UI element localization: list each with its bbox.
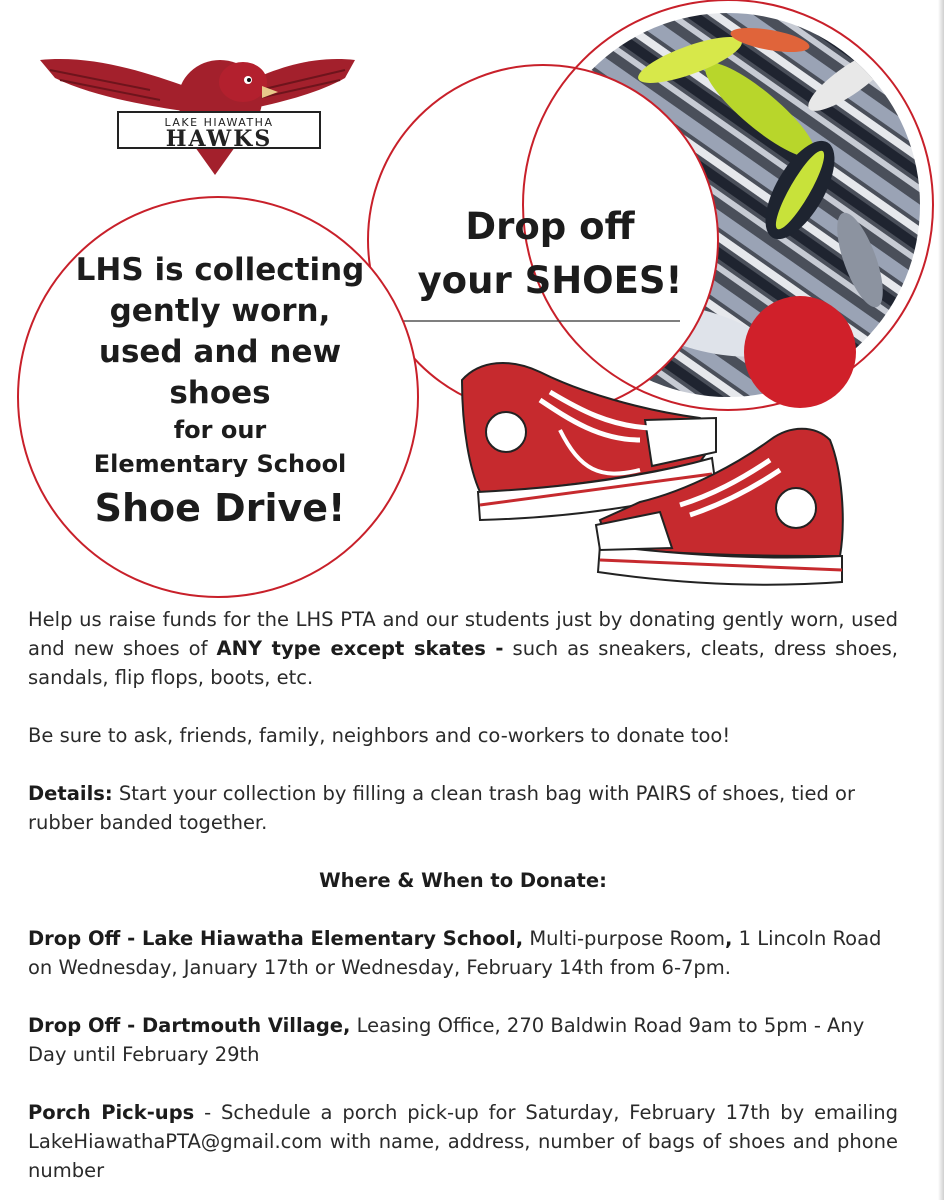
- drop-off-2-paragraph: [28, 1011, 898, 1069]
- porch-pickup-paragraph: [28, 1098, 898, 1185]
- porch-pickup-text: - Schedule a porch pick-up for Saturday, February 17th by emailing LakeHiawathaPTA@gmail.com with name, address, number of bags of shoes and phone number: [28, 1101, 898, 1182]
- drop-off-2-text: Leasing Office, 270 Baldwin Road 9am to 5pm - Any Day until February 29th: [28, 1014, 865, 1066]
- drop-off-1-comma: ,: [725, 927, 733, 950]
- intro-emphasis: ANY type except skates -: [216, 637, 504, 660]
- drop-off-line-1: Drop off: [465, 205, 635, 248]
- where-when-heading: Where & When to Donate:: [319, 869, 607, 892]
- lhs-line-5: for our: [173, 416, 267, 444]
- drop-off-line-2: your SHOES!: [417, 259, 683, 302]
- lhs-line-3: used and new: [98, 334, 342, 370]
- details-paragraph: [28, 779, 898, 837]
- drop-off-heading: [400, 200, 700, 308]
- details-text: Start your collection by filling a clean trash bag with PAIRS of shoes, tied or rubber banded together.: [28, 782, 855, 834]
- lhs-line-1: LHS is collecting: [75, 252, 365, 288]
- page-edge-shadow: [938, 0, 944, 1200]
- hawks-logo: [40, 59, 355, 175]
- details-label: Details:: [28, 782, 113, 805]
- drop-off-2-label: Drop Off - Dartmouth Village,: [28, 1014, 351, 1037]
- intro-paragraph: [28, 605, 898, 692]
- lhs-line-2: gently worn,: [109, 293, 331, 329]
- intro-text-a: Help us raise funds for the LHS PTA and our students just by donating gently worn, used and new shoes of: [28, 608, 898, 660]
- lhs-line-6: Elementary School: [93, 450, 347, 478]
- drop-off-1-paragraph: [28, 924, 898, 982]
- logo-line2: HAWKS: [165, 126, 273, 152]
- lhs-line-4: shoes: [169, 375, 271, 411]
- drop-off-1-text-b: 1 Lincoln Road on Wednesday, January 17th or Wednesday, February 14th from 6-7pm.: [28, 927, 882, 979]
- lhs-for-our-text: [60, 413, 380, 481]
- shoe-drive-title: Shoe Drive!: [94, 486, 346, 530]
- intro-text-b: such as sneakers, cleats, dress shoes, sandals, flip flops, boots, etc.: [28, 637, 898, 689]
- porch-pickup-label: Porch Pick-ups: [28, 1101, 195, 1124]
- red-dot: [744, 296, 856, 408]
- logo-line1: LAKE HIAWATHA: [164, 116, 274, 129]
- drop-off-1-text-a: Multi-purpose Room: [523, 927, 726, 950]
- lhs-collecting-text: [60, 250, 380, 414]
- ask-paragraph: Be sure to ask, friends, family, neighbors and co-workers to donate too!: [28, 724, 731, 747]
- drop-off-1-label: Drop Off - Lake Hiawatha Elementary School,: [28, 927, 524, 950]
- flyer-body: [28, 605, 898, 1185]
